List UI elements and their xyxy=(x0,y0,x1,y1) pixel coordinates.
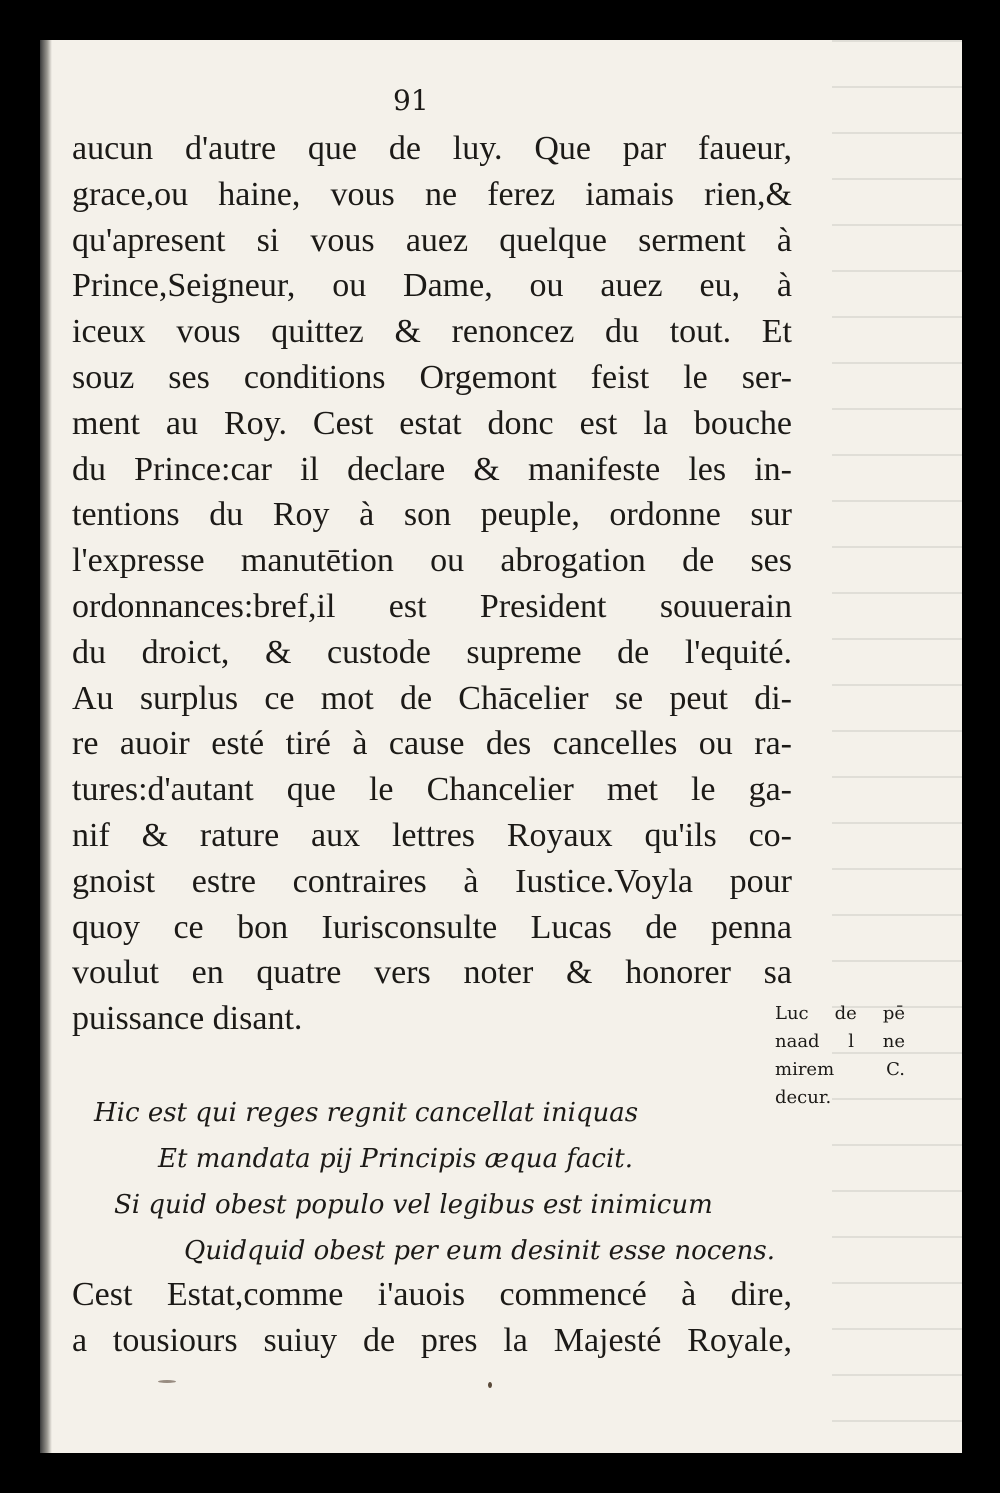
body-line: quoy ce bon Iurisconsulte Lucas de penna xyxy=(72,908,792,946)
paper-speck xyxy=(488,1382,492,1388)
body-line: du droict, & custode supreme de l'equité. xyxy=(72,633,792,671)
margin-note-line: naad l ne xyxy=(775,1031,905,1052)
body-line: Prince,Seigneur, ou Dame, ou auez eu, à xyxy=(72,267,792,305)
latin-verse-quotation xyxy=(94,1090,784,1274)
body-paragraph xyxy=(72,126,792,1042)
margin-note xyxy=(775,1000,905,1112)
bleed-through-shadow xyxy=(832,40,962,1453)
page-number: 91 xyxy=(393,84,429,117)
margin-note-line: Luc de pē xyxy=(775,1003,905,1024)
body-line: souz ses conditions Orgemont feist le ser- xyxy=(72,358,792,396)
verse-line: Quidquid obest per eum desinit esse nocens. xyxy=(184,1236,776,1266)
body-line: du Prince:car il declare & manifeste les in- xyxy=(72,450,792,488)
book-page xyxy=(40,40,962,1453)
body-line: tures:d'autant que le Chancelier met le ga- xyxy=(72,771,792,809)
body-line: a tousiours suiuy de pres la Majesté Royale, xyxy=(72,1322,792,1359)
body-line: aucun d'autre que de luy. Que par faueur, xyxy=(72,130,792,167)
closing-paragraph xyxy=(72,1272,792,1364)
verse-line: Hic est qui reges regnit cancellat iniquas xyxy=(94,1098,639,1128)
page-gutter-shadow xyxy=(40,40,52,1453)
body-line: puissance disant. xyxy=(72,1000,303,1038)
margin-note-line: mirem C. xyxy=(775,1059,905,1080)
verse-line: Si quid obest populo vel legibus est inimicum xyxy=(114,1190,713,1220)
body-line: re auoir esté tiré à cause des cancelles ou ra- xyxy=(72,725,792,763)
body-line: nif & rature aux lettres Royaux qu'ils co- xyxy=(72,816,792,854)
body-line: l'expresse manutētion ou abrogation de ses xyxy=(72,542,792,580)
verse-line: Et mandata pij Principis æqua facit. xyxy=(158,1144,633,1174)
body-line: gnoist estre contraires à Iustice.Voyla pour xyxy=(72,862,792,900)
margin-note-line: decur. xyxy=(775,1087,832,1108)
body-line: Cest Estat,comme i'auois commencé à dire, xyxy=(72,1276,792,1313)
body-line: Au surplus ce mot de Chācelier se peut di- xyxy=(72,679,792,717)
body-line: grace,ou haine, vous ne ferez iamais rien,& xyxy=(72,175,792,213)
body-line: voulut en quatre vers noter & honorer sa xyxy=(72,954,792,992)
body-line: iceux vous quittez & renoncez du tout. Et xyxy=(72,313,792,351)
body-line: qu'apresent si vous auez quelque serment à xyxy=(72,221,792,259)
body-line: tentions du Roy à son peuple, ordonne sur xyxy=(72,496,792,534)
body-line: ordonnances:bref,il est President souuerain xyxy=(72,587,792,625)
body-line: ment au Roy. Cest estat donc est la bouche xyxy=(72,404,792,442)
paper-speck xyxy=(158,1380,176,1383)
